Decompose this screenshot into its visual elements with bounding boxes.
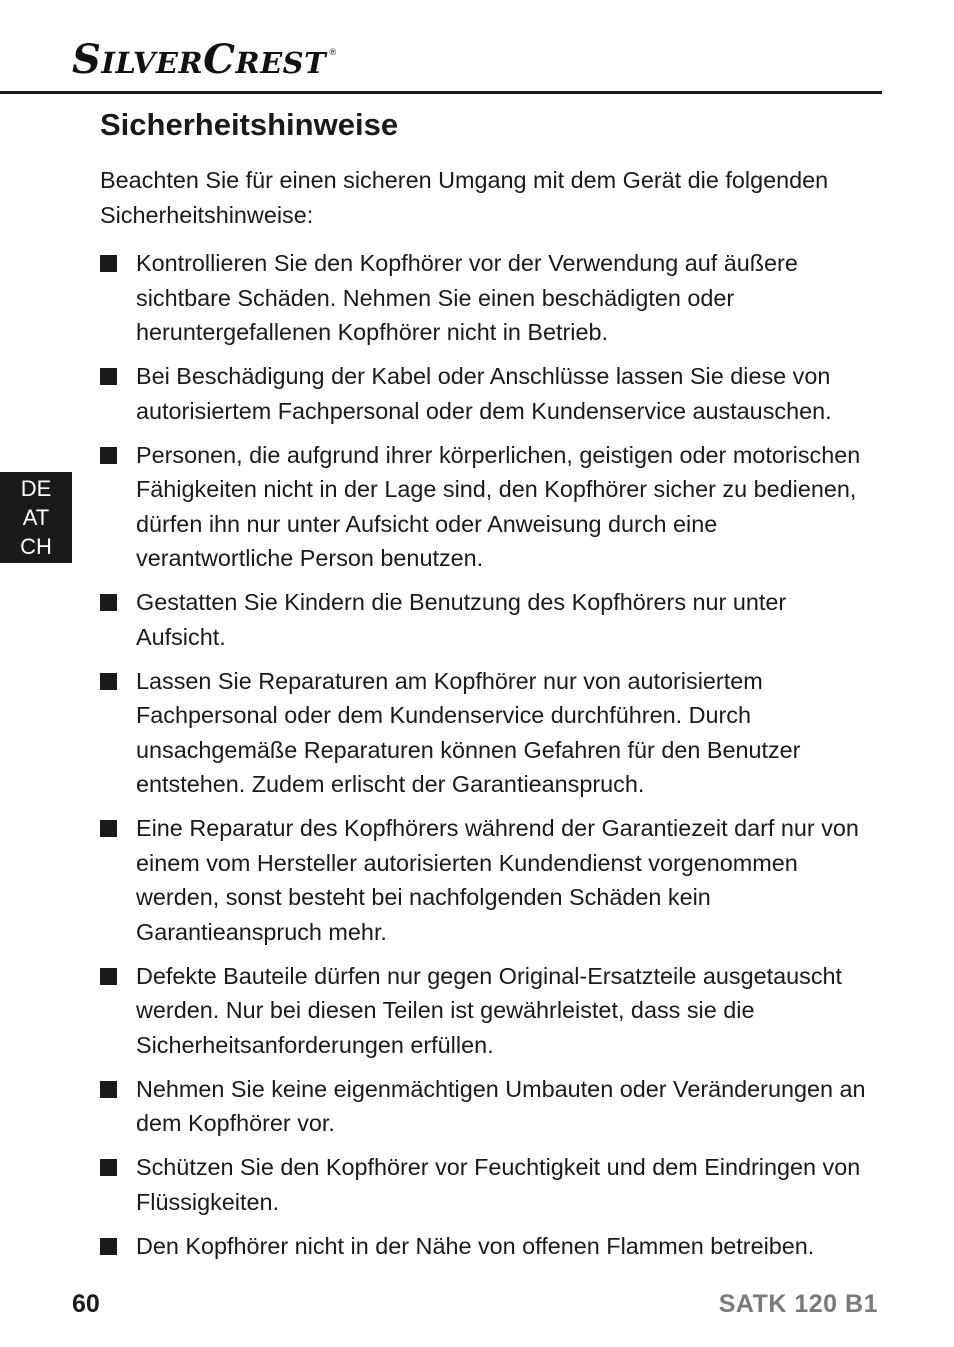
registered-mark: ®	[328, 48, 338, 58]
list-item	[100, 811, 870, 949]
list-item-text: Personen, die aufgrund ihrer körperlichen, geistigen oder motorischen Fähigkeiten nicht in der Lage sind, den Kopfhörer sicher zu bedienen, dürfen ihn nur unter Aufsicht oder Anweisung durch eine verantwortliche Person benutzen.	[136, 441, 861, 571]
list-item	[100, 959, 870, 1063]
logo-text: ILVER	[101, 46, 204, 80]
page-number: 60	[72, 1290, 100, 1318]
bullet-square-icon	[100, 447, 117, 464]
bullet-square-icon	[100, 1159, 117, 1176]
list-item-text: Kontrollieren Sie den Kopfhörer vor der Verwendung auf äußere sichtbare Schäden. Nehmen Sie einen beschädigten oder heruntergefallenen Kopfhörer nicht in Betrieb.	[136, 250, 798, 345]
list-item-text: Nehmen Sie keine eigenmächtigen Umbauten oder Veränderungen an dem Kopfhörer vor.	[136, 1075, 866, 1136]
list-item-text: Den Kopfhörer nicht in der Nähe von offenen Flammen betreiben.	[136, 1232, 815, 1259]
list-item	[100, 1150, 870, 1219]
list-item-text: Gestatten Sie Kindern die Benutzung des Kopfhörers nur unter Aufsicht.	[136, 589, 787, 650]
bullet-square-icon	[100, 968, 117, 985]
list-item-text: Lassen Sie Reparaturen am Kopfhörer nur von autorisiertem Fachpersonal oder dem Kundenservice durchführen. Durch unsachgemäße Reparaturen können Gefahren für den Benutzer entstehen. Zudem erlischt der Garantieanspruch.	[136, 667, 801, 797]
language-code: AT	[22, 505, 50, 530]
list-item-text: Defekte Bauteile dürfen nur gegen Original-Ersatzteile ausgetauscht werden. Nur bei diesen Teilen ist gewährleistet, dass sie die Sicherheitsanforderungen erfüllen.	[136, 962, 843, 1058]
list-item-text: Bei Beschädigung der Kabel oder Anschlüsse lassen Sie diese von autorisiertem Fachpersonal oder dem Kundenservice austauschen.	[136, 363, 832, 424]
bullet-square-icon	[100, 1081, 117, 1098]
list-item	[100, 438, 870, 576]
logo-letter: C	[203, 36, 236, 83]
brand-logo	[72, 36, 338, 84]
bullet-square-icon	[100, 255, 117, 272]
bullet-square-icon	[100, 1238, 117, 1255]
list-item	[100, 359, 870, 428]
logo-text: REST	[235, 46, 327, 80]
list-item	[100, 664, 870, 802]
language-code: CH	[20, 534, 52, 559]
language-tab	[0, 472, 72, 563]
list-item	[100, 585, 870, 654]
intro-paragraph: Beachten Sie für einen sicheren Umgang mit dem Gerät die folgenden Sicherheitshinweise:	[100, 167, 829, 228]
language-code: DE	[20, 476, 52, 501]
list-item-text: Schützen Sie den Kopfhörer vor Feuchtigkeit und dem Eindringen von Flüssigkeiten.	[136, 1154, 861, 1215]
list-item	[100, 246, 870, 350]
model-number: SATK 120 B1	[718, 1290, 878, 1318]
list-item-text: Eine Reparatur des Kopfhörers während der Garantiezeit darf nur von einem vom Hersteller autorisierten Kundendienst vorgenommen werden, sonst besteht bei nachfolgenden Schäden kein Garantieanspruch mehr.	[136, 815, 859, 945]
list-item	[100, 1229, 870, 1264]
list-item	[100, 1072, 870, 1141]
bullet-square-icon	[100, 820, 117, 837]
page-title: Sicherheitshinweise	[100, 107, 399, 142]
safety-instructions-list	[100, 246, 870, 1273]
bullet-square-icon	[100, 368, 117, 385]
header-divider	[0, 91, 882, 94]
logo-letter: S	[72, 36, 102, 83]
bullet-square-icon	[100, 594, 117, 611]
bullet-square-icon	[100, 673, 117, 690]
